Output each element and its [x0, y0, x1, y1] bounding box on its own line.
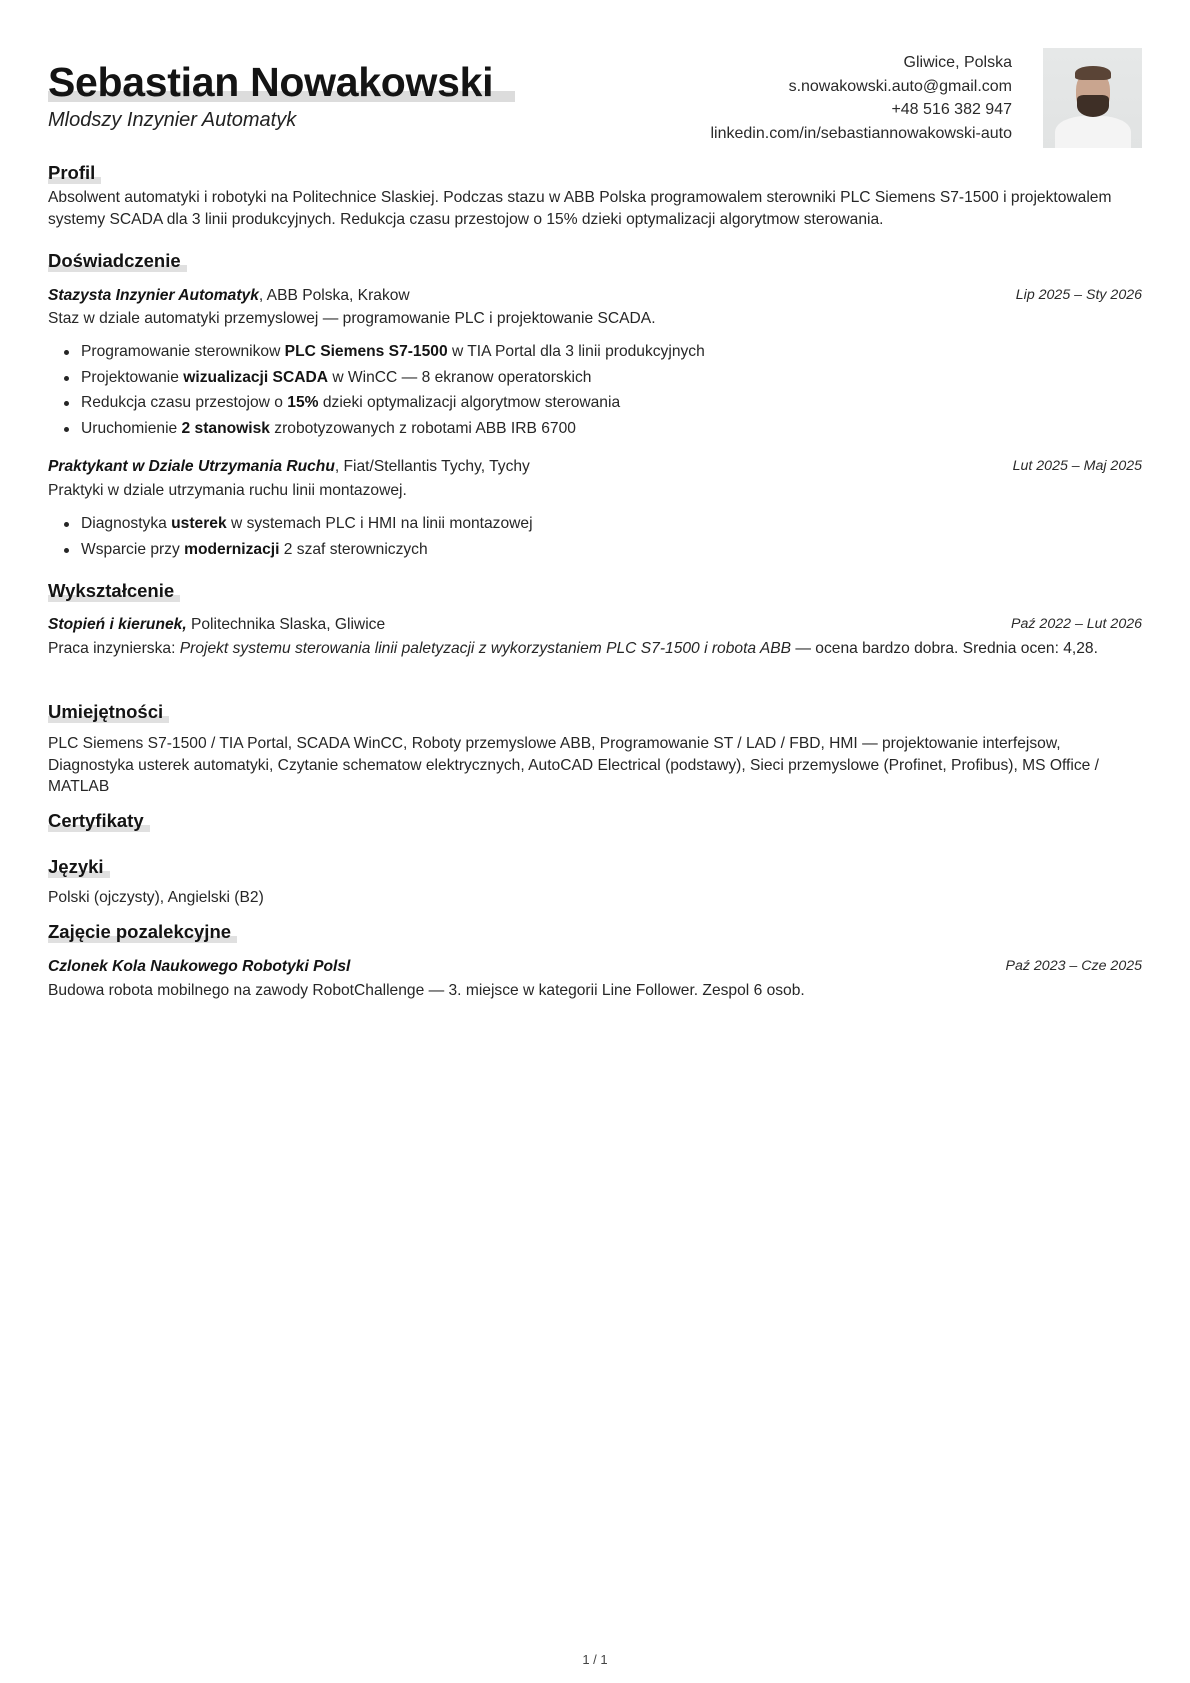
education-thesis: Praca inzynierska: Projekt systemu sterowania linii paletyzacji z wykorzystaniem PLC S7-1500 i robota ABB — ocena bardzo dobra. Srednia ocen: 4,28. [48, 640, 1098, 657]
job-dates: Lip 2025 – Sty 2026 [1015, 287, 1142, 303]
profile-photo [1043, 48, 1142, 148]
job-title: Mlodszy Inzynier Automatyk [48, 109, 297, 131]
profile-summary: Absolwent automatyki i robotyki na Politechnice Slaskiej. Podczas stazu w ABB Polska programowalem sterowniki PLC Siemens S7-1500 i projektowalem systemy SCADA dla 3 linii produkcyjnych. Redukcja czasu przestojow o 15% dzieki optymalizacji algorytmow sterowania. [48, 189, 1112, 228]
section-heading-languages: Języki [48, 856, 110, 878]
job-bullets [48, 339, 705, 441]
bullet-item: Diagnostyka usterek w systemach PLC i HMI na linii montazowej [81, 511, 533, 537]
activity-description: Budowa robota mobilnego na zawody RobotChallenge — 3. miejsce w kategorii Line Follower. Zespol 6 osob. [48, 982, 805, 999]
job-role: Stazysta Inzynier Automatyk [48, 287, 259, 304]
contact-linkedin[interactable]: linkedin.com/in/sebastiannowakowski-auto [710, 124, 1012, 142]
thesis-title: Projekt systemu sterowania linii paletyzacji z wykorzystaniem PLC S7-1500 i robota ABB [179, 640, 792, 657]
contact-info [711, 51, 1013, 145]
languages-list: Polski (ojczysty), Angielski (B2) [48, 889, 264, 906]
resume-page [48, 0, 1142, 1683]
job-description: Staz w dziale automatyki przemyslowej — programowanie PLC i projektowanie SCADA. [48, 310, 656, 327]
section-heading-activities: Zajęcie pozalekcyjne [48, 921, 237, 943]
bullet-item: Uruchomienie 2 stanowisk zrobotyzowanych z robotami ABB IRB 6700 [81, 416, 705, 442]
education-school: Politechnika Slaska, Gliwice [186, 616, 386, 633]
education-dates: Paź 2022 – Lut 2026 [1011, 616, 1142, 632]
job-bullets [48, 511, 533, 562]
activity-header [48, 956, 1142, 977]
contact-phone[interactable]: +48 516 382 947 [891, 101, 1012, 118]
job-header [48, 285, 1142, 306]
section-heading-experience: Doświadczenie [48, 250, 187, 272]
job-company: , Fiat/Stellantis Tychy, Tychy [334, 458, 530, 475]
contact-location: Gliwice, Polska [903, 54, 1012, 71]
section-heading-education: Wykształcenie [48, 580, 180, 602]
job-description: Praktyki w dziale utrzymania ruchu linii montazowej. [48, 482, 407, 499]
job-role: Praktykant w Dziale Utrzymania Ruchu [48, 458, 335, 475]
job-dates: Lut 2025 – Maj 2025 [1012, 458, 1142, 474]
photo-hair [1075, 66, 1111, 80]
bullet-item: Redukcja czasu przestojow o 15% dzieki optymalizacji algorytmow sterowania [81, 390, 705, 416]
job-company: , ABB Polska, Krakow [258, 287, 410, 304]
section-heading-skills: Umiejętności [48, 701, 169, 723]
activity-role: Czlonek Kola Naukowego Robotyki Polsl [48, 958, 351, 975]
education-header [48, 614, 1142, 635]
name-block [48, 58, 515, 106]
education-degree: Stopień i kierunek, [48, 616, 187, 633]
photo-shirt [1055, 116, 1131, 148]
activity-dates: Paź 2023 – Cze 2025 [1005, 958, 1142, 974]
bullet-item: Programowanie sterownikow PLC Siemens S7-1500 w TIA Portal dla 3 linii produkcyjnych [81, 339, 705, 365]
bullet-item: Wsparcie przy modernizacji 2 szaf sterowniczych [81, 537, 533, 563]
skills-list: PLC Siemens S7-1500 / TIA Portal, SCADA WinCC, Roboty przemyslowe ABB, Programowanie ST / LAD / FBD, HMI — projektowanie interfejsow, Diagnostyka usterek automatyki, Czytanie schematow elektrycznych, AutoCAD Electrical (podstawy), Sieci przemyslowe (Profinet, Profibus), MS Office / MATLAB [48, 735, 1099, 795]
photo-beard [1077, 95, 1109, 117]
contact-email[interactable]: s.nowakowski.auto@gmail.com [788, 77, 1012, 95]
job-header [48, 456, 1142, 477]
section-heading-certificates: Certyfikaty [48, 810, 150, 832]
section-heading-profile: Profil [48, 162, 101, 184]
page-number: 1 / 1 [582, 1652, 608, 1667]
candidate-name: Sebastian Nowakowski [48, 58, 515, 106]
bullet-item: Projektowanie wizualizacji SCADA w WinCC — 8 ekranow operatorskich [81, 365, 705, 391]
